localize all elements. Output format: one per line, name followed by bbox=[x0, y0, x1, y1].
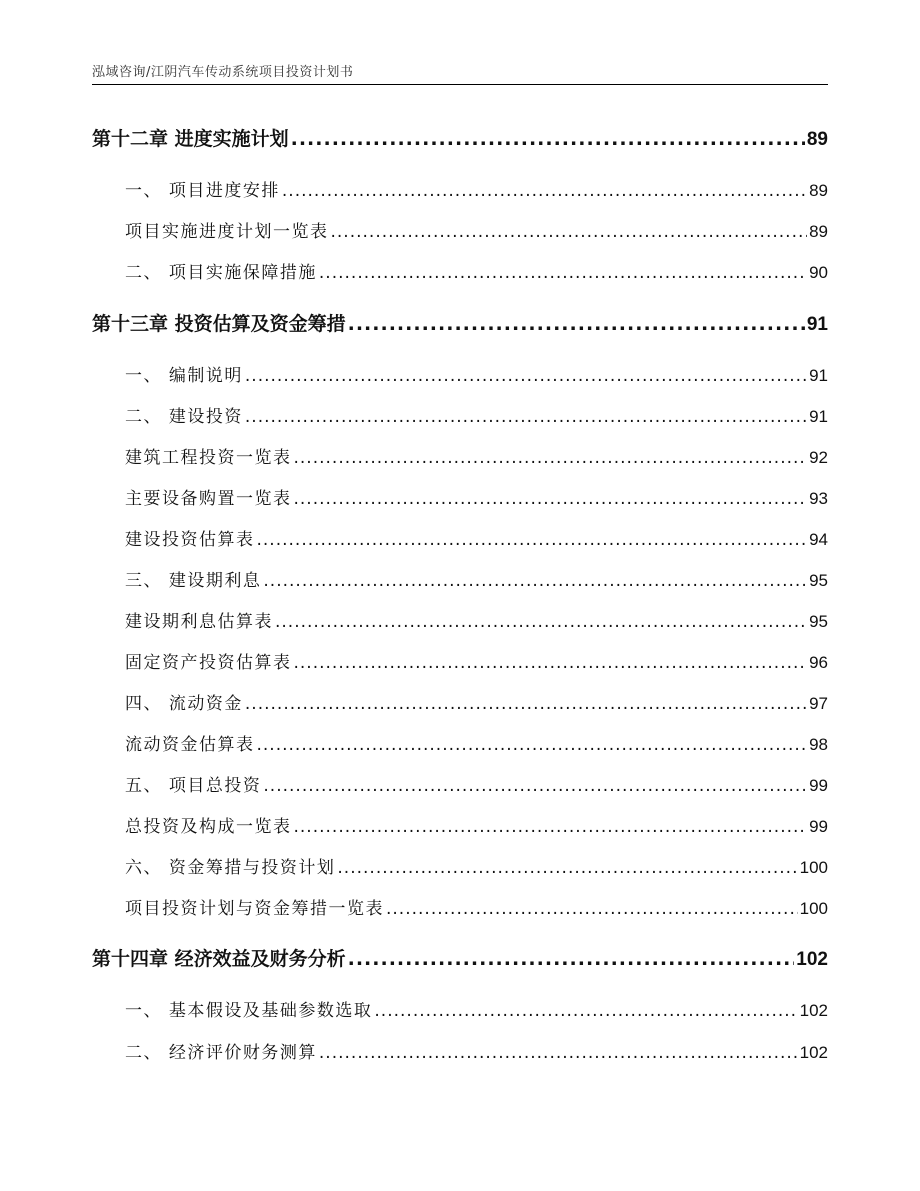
toc-chapter-13[interactable] bbox=[92, 309, 828, 336]
toc-page-number: 93 bbox=[809, 489, 828, 508]
toc-page-number: 102 bbox=[799, 1043, 828, 1062]
toc-entry-label: 固定资产投资估算表 bbox=[125, 653, 292, 673]
toc-page-number: 95 bbox=[809, 571, 828, 590]
running-header: 泓域咨询/江阴汽车传动系统项目投资计划书 bbox=[92, 65, 354, 80]
toc-leader-dots bbox=[291, 128, 805, 150]
toc-entry-label: 一、 基本假设及基础参数选取 bbox=[125, 1001, 373, 1021]
toc-entry-label: 二、 经济评价财务测算 bbox=[125, 1043, 317, 1063]
toc-leader-dots bbox=[245, 407, 807, 427]
toc-leader-dots bbox=[294, 448, 808, 468]
toc-entry-label: 总投资及构成一览表 bbox=[125, 817, 292, 837]
toc-page-number: 90 bbox=[809, 263, 828, 282]
toc-leader-dots bbox=[245, 366, 807, 386]
toc-page-number: 99 bbox=[809, 817, 828, 836]
toc-leader-dots bbox=[263, 571, 807, 591]
toc-entry-label: 四、 流动资金 bbox=[125, 694, 243, 714]
toc-page-number: 89 bbox=[806, 129, 828, 150]
toc-entry[interactable] bbox=[92, 443, 828, 468]
toc-entry-label: 项目实施进度计划一览表 bbox=[125, 222, 329, 242]
toc-entry-label: 主要设备购置一览表 bbox=[125, 489, 292, 509]
toc-page-number: 100 bbox=[799, 899, 828, 918]
toc-entry[interactable] bbox=[92, 1038, 828, 1063]
toc-leader-dots bbox=[386, 899, 798, 919]
toc-entry[interactable] bbox=[92, 566, 828, 591]
toc-entry-label: 建设投资估算表 bbox=[125, 530, 255, 550]
toc-entry[interactable] bbox=[92, 894, 828, 919]
toc-entry[interactable] bbox=[92, 996, 828, 1021]
toc-entry[interactable] bbox=[92, 176, 828, 201]
toc-entry-label: 一、 项目进度安排 bbox=[125, 181, 280, 201]
toc-entry[interactable] bbox=[92, 812, 828, 837]
toc-entry[interactable] bbox=[92, 402, 828, 427]
toc-page-number: 91 bbox=[809, 366, 828, 385]
toc-chapter-12[interactable] bbox=[92, 124, 828, 151]
toc-entry[interactable] bbox=[92, 853, 828, 878]
toc-page-number: 89 bbox=[809, 222, 828, 241]
toc-page-number: 96 bbox=[809, 653, 828, 672]
toc-leader-dots bbox=[275, 612, 807, 632]
toc-page-number: 98 bbox=[809, 735, 828, 754]
toc-leader-dots bbox=[257, 530, 808, 550]
toc-page-number: 89 bbox=[809, 181, 828, 200]
toc-page-number: 102 bbox=[796, 949, 828, 970]
toc-leader-dots bbox=[294, 489, 808, 509]
toc-entry-label: 三、 建设期利息 bbox=[125, 571, 262, 591]
toc-entry-label: 建设期利息估算表 bbox=[125, 612, 273, 632]
toc-entry-label: 二、 建设投资 bbox=[125, 407, 243, 427]
toc-page-number: 99 bbox=[809, 776, 828, 795]
toc-page-number: 92 bbox=[809, 448, 828, 467]
toc-entry[interactable] bbox=[92, 689, 828, 714]
toc-leader-dots bbox=[294, 817, 808, 837]
toc-entry[interactable] bbox=[92, 771, 828, 796]
toc-entry[interactable] bbox=[92, 730, 828, 755]
toc-leader-dots bbox=[374, 1001, 797, 1021]
toc-page-number: 97 bbox=[809, 694, 828, 713]
toc-entry-label: 建筑工程投资一览表 bbox=[125, 448, 292, 468]
toc-entry-label: 流动资金估算表 bbox=[125, 735, 255, 755]
toc-leader-dots bbox=[263, 776, 807, 796]
toc-leader-dots bbox=[331, 222, 808, 242]
toc-leader-dots bbox=[282, 181, 807, 201]
toc-entry-label: 第十二章 进度实施计划 bbox=[92, 128, 289, 150]
toc-entry[interactable] bbox=[92, 258, 828, 283]
toc-entry-label: 项目投资计划与资金筹措一览表 bbox=[125, 899, 384, 919]
toc-entry-label: 一、 编制说明 bbox=[125, 366, 243, 386]
toc-page-number: 94 bbox=[809, 530, 828, 549]
toc-page-number: 91 bbox=[806, 314, 828, 335]
toc-entry[interactable] bbox=[92, 484, 828, 509]
toc-chapter-14[interactable] bbox=[92, 944, 828, 971]
toc-leader-dots bbox=[348, 313, 805, 335]
toc-entry-label: 第十四章 经济效益及财务分析 bbox=[92, 948, 346, 970]
toc-entry-label: 五、 项目总投资 bbox=[125, 776, 262, 796]
toc-entry[interactable] bbox=[92, 607, 828, 632]
toc-entry[interactable] bbox=[92, 217, 828, 242]
toc-entry[interactable] bbox=[92, 525, 828, 550]
toc-page-number: 102 bbox=[799, 1001, 828, 1020]
toc-entry[interactable] bbox=[92, 361, 828, 386]
toc-entry-label: 二、 项目实施保障措施 bbox=[125, 263, 317, 283]
toc-entry-label: 六、 资金筹措与投资计划 bbox=[125, 858, 336, 878]
toc-entry[interactable] bbox=[92, 648, 828, 673]
toc-page-number: 91 bbox=[809, 407, 828, 426]
toc-leader-dots bbox=[294, 653, 808, 673]
toc-leader-dots bbox=[337, 858, 797, 878]
toc-page-number: 100 bbox=[799, 858, 828, 877]
toc-leader-dots bbox=[348, 948, 795, 970]
toc-entry-label: 第十三章 投资估算及资金筹措 bbox=[92, 313, 346, 335]
header-rule bbox=[92, 84, 828, 85]
toc-leader-dots bbox=[319, 1043, 798, 1063]
toc-page-number: 95 bbox=[809, 612, 828, 631]
toc-leader-dots bbox=[245, 694, 807, 714]
toc-leader-dots bbox=[319, 263, 807, 283]
toc-leader-dots bbox=[257, 735, 808, 755]
